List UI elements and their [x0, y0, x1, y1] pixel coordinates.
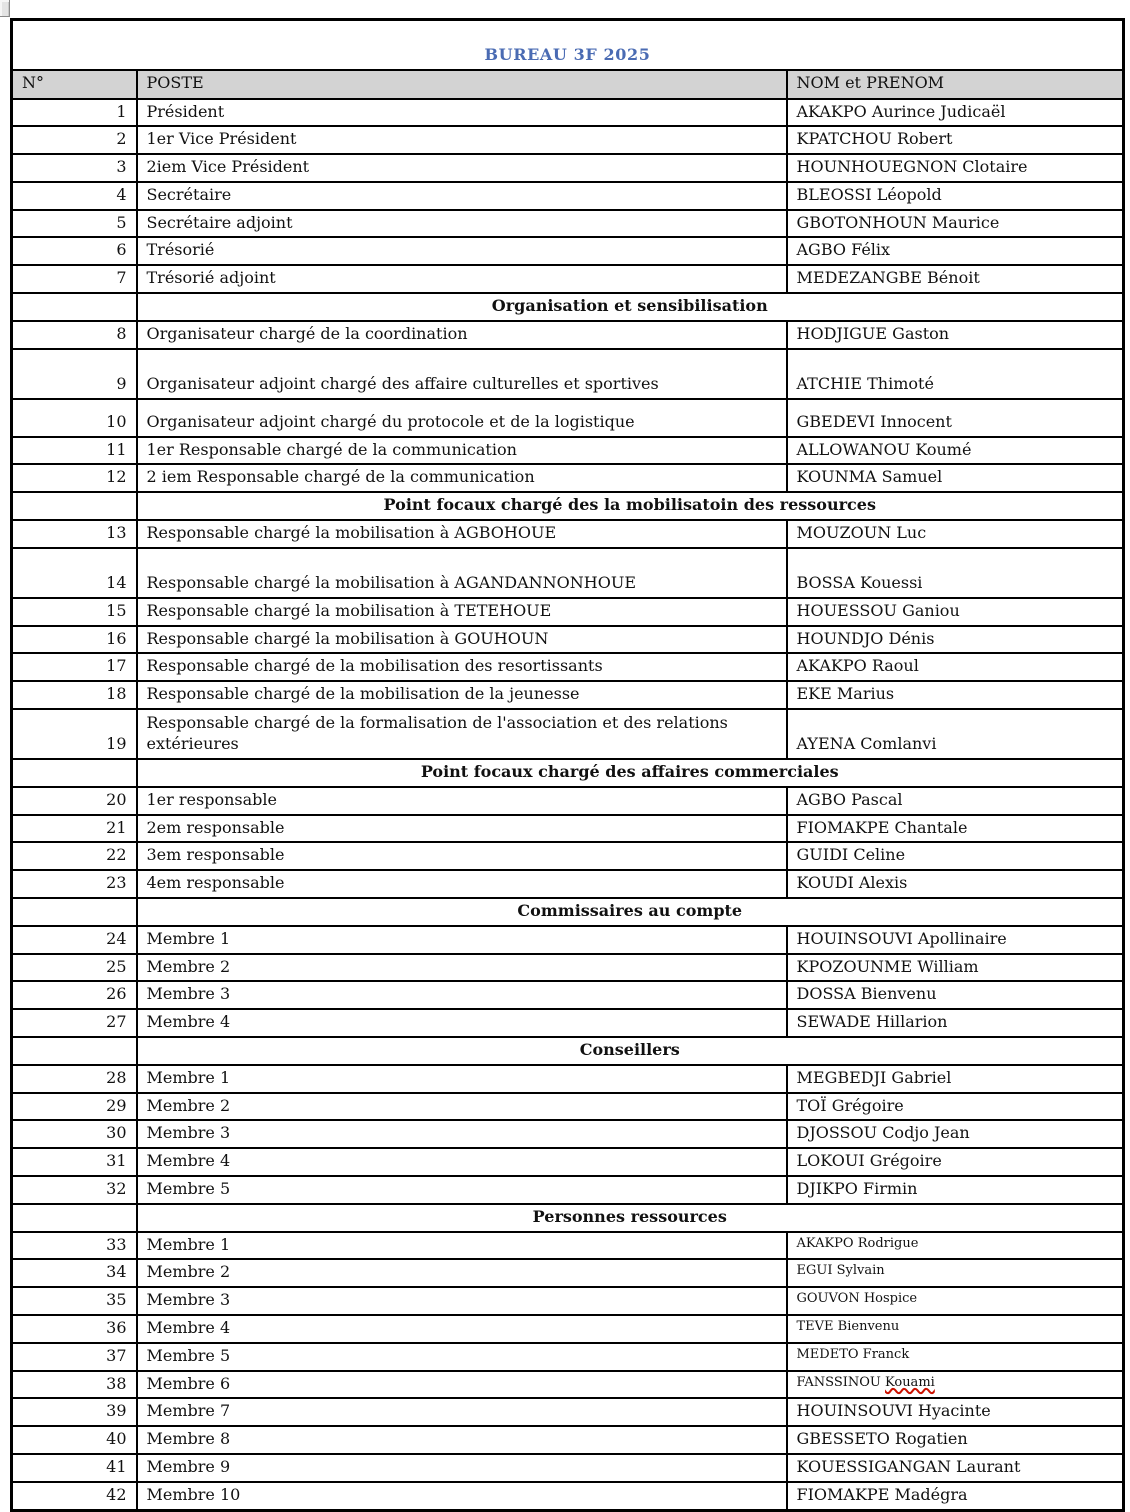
table-row — [12, 815, 1124, 843]
nom-cell: HOUNHOUEGNON Clotaire — [787, 154, 1124, 182]
row-number: 17 — [12, 653, 137, 681]
row-number: 30 — [12, 1120, 137, 1148]
nom-cell: GOUVON Hospice — [787, 1287, 1124, 1315]
poste-cell: Secrétaire adjoint — [137, 210, 787, 238]
row-number: 41 — [12, 1454, 137, 1482]
table-row — [12, 1454, 1124, 1482]
row-number: 32 — [12, 1176, 137, 1204]
nom-cell: BLEOSSI Léopold — [787, 182, 1124, 210]
nom-cell: DJIKPO Firmin — [787, 1176, 1124, 1204]
nom-cell — [787, 1371, 1124, 1399]
row-number: 20 — [12, 787, 137, 815]
poste-cell: Responsable chargé de la mobilisation des resortissants — [137, 653, 787, 681]
row-number: 31 — [12, 1148, 137, 1176]
table-row — [12, 265, 1124, 293]
nom-cell: HOUINSOUVI Hyacinte — [787, 1398, 1124, 1426]
section-header: Conseillers — [137, 1037, 1124, 1065]
table-row — [12, 1287, 1124, 1315]
section-header: Point focaux chargé des la mobilisatoin des ressources — [137, 492, 1124, 520]
table-row — [12, 1093, 1124, 1121]
nom-cell: HOUNDJO Dénis — [787, 626, 1124, 654]
nom-cell: AGBO Pascal — [787, 787, 1124, 815]
nom-cell: GBOTONHOUN Maurice — [787, 210, 1124, 238]
row-number: 27 — [12, 1009, 137, 1037]
poste-cell: Membre 2 — [137, 1093, 787, 1121]
nom-cell: LOKOUI Grégoire — [787, 1148, 1124, 1176]
nom-cell: ATCHIE Thimoté — [787, 349, 1124, 399]
row-number: 40 — [12, 1426, 137, 1454]
poste-cell: Responsable chargé de la mobilisation de la jeunesse — [137, 681, 787, 709]
poste-cell: Membre 1 — [137, 926, 787, 954]
row-number: 6 — [12, 237, 137, 265]
poste-cell: Membre 3 — [137, 1287, 787, 1315]
section-number-cell — [12, 1204, 137, 1232]
section-header: Personnes ressources — [137, 1204, 1124, 1232]
table-row — [12, 437, 1124, 465]
table-row — [12, 321, 1124, 349]
row-number: 42 — [12, 1482, 137, 1510]
poste-cell: Membre 4 — [137, 1009, 787, 1037]
nom-cell: BOSSA Kouessi — [787, 548, 1124, 598]
column-header-poste: POSTE — [137, 70, 787, 99]
poste-cell: Membre 5 — [137, 1343, 787, 1371]
poste-cell: Membre 9 — [137, 1454, 787, 1482]
section-row — [12, 1037, 1124, 1065]
table-row — [12, 870, 1124, 898]
row-number: 37 — [12, 1343, 137, 1371]
table-row — [12, 1120, 1124, 1148]
nom-cell: EKE Marius — [787, 681, 1124, 709]
poste-cell: Membre 10 — [137, 1482, 787, 1510]
table-row — [12, 154, 1124, 182]
nom-cell: TOÏ Grégoire — [787, 1093, 1124, 1121]
table-row — [12, 1426, 1124, 1454]
table-row — [12, 1343, 1124, 1371]
section-header: Organisation et sensibilisation — [137, 293, 1124, 321]
poste-cell: Secrétaire — [137, 182, 787, 210]
row-number: 18 — [12, 681, 137, 709]
section-number-cell — [12, 293, 137, 321]
row-number: 1 — [12, 99, 137, 127]
bureau-table — [10, 18, 1125, 1512]
row-number: 11 — [12, 437, 137, 465]
row-number: 3 — [12, 154, 137, 182]
poste-cell: 2 iem Responsable chargé de la communication — [137, 464, 787, 492]
row-number: 7 — [12, 265, 137, 293]
row-number: 13 — [12, 520, 137, 548]
poste-cell: Membre 3 — [137, 1120, 787, 1148]
table-row — [12, 349, 1124, 399]
poste-cell: Membre 6 — [137, 1371, 787, 1399]
table-row — [12, 787, 1124, 815]
row-number: 9 — [12, 349, 137, 399]
row-number: 33 — [12, 1232, 137, 1260]
table-row — [12, 709, 1124, 759]
poste-cell: 1er Vice Président — [137, 126, 787, 154]
row-number: 12 — [12, 464, 137, 492]
table-row — [12, 126, 1124, 154]
row-number: 23 — [12, 870, 137, 898]
nom-cell: HOUINSOUVI Apollinaire — [787, 926, 1124, 954]
section-row — [12, 759, 1124, 787]
nom-cell: TEVE Bienvenu — [787, 1315, 1124, 1343]
table-row — [12, 681, 1124, 709]
poste-cell: Membre 1 — [137, 1065, 787, 1093]
page-title: BUREAU 3F 2025 — [12, 20, 1124, 70]
poste-cell: Organisateur adjoint chargé des affaire culturelles et sportives — [137, 349, 787, 399]
table-row — [12, 954, 1124, 982]
poste-cell: Responsable chargé la mobilisation à AGANDANNONHOUE — [137, 548, 787, 598]
row-number: 22 — [12, 842, 137, 870]
table-body — [12, 20, 1124, 1511]
column-header-num: N° — [12, 70, 137, 99]
poste-cell: Membre 4 — [137, 1148, 787, 1176]
row-number: 24 — [12, 926, 137, 954]
poste-cell: Membre 2 — [137, 1259, 787, 1287]
nom-cell: FIOMAKPE Chantale — [787, 815, 1124, 843]
table-row — [12, 1009, 1124, 1037]
table-row — [12, 626, 1124, 654]
nom-cell: AYENA Comlanvi — [787, 709, 1124, 759]
table-row — [12, 926, 1124, 954]
poste-cell: Responsable chargé la mobilisation à AGBOHOUE — [137, 520, 787, 548]
poste-cell: 2em responsable — [137, 815, 787, 843]
row-number: 8 — [12, 321, 137, 349]
nom-cell: MEDETO Franck — [787, 1343, 1124, 1371]
table-row — [12, 520, 1124, 548]
nom-cell: KPOZOUNME William — [787, 954, 1124, 982]
poste-cell: Responsable chargé la mobilisation à GOUHOUN — [137, 626, 787, 654]
table-row — [12, 1371, 1124, 1399]
table-row — [12, 182, 1124, 210]
nom-cell: HOUESSOU Ganiou — [787, 598, 1124, 626]
poste-cell: Trésorié — [137, 237, 787, 265]
nom-cell: MEGBEDJI Gabriel — [787, 1065, 1124, 1093]
section-number-cell — [12, 759, 137, 787]
nom-cell: ALLOWANOU Koumé — [787, 437, 1124, 465]
poste-cell: Organisateur chargé de la coordination — [137, 321, 787, 349]
nom-cell: EGUI Sylvain — [787, 1259, 1124, 1287]
table-row — [12, 464, 1124, 492]
row-number: 25 — [12, 954, 137, 982]
nom-text: FANSSINOU — [796, 1374, 885, 1390]
nom-cell: GBESSETO Rogatien — [787, 1426, 1124, 1454]
table-row — [12, 1482, 1124, 1510]
nom-cell: FIOMAKPE Madégra — [787, 1482, 1124, 1510]
row-number: 4 — [12, 182, 137, 210]
table-row — [12, 1232, 1124, 1260]
poste-cell: Responsable chargé la mobilisation à TETEHOUE — [137, 598, 787, 626]
poste-cell: Membre 3 — [137, 981, 787, 1009]
poste-cell: Membre 7 — [137, 1398, 787, 1426]
table-row — [12, 653, 1124, 681]
header-row — [12, 70, 1124, 99]
table-row — [12, 399, 1124, 437]
nom-cell: SEWADE Hillarion — [787, 1009, 1124, 1037]
row-number: 34 — [12, 1259, 137, 1287]
row-number: 35 — [12, 1287, 137, 1315]
table-row — [12, 1176, 1124, 1204]
section-row — [12, 1204, 1124, 1232]
nom-cell: HODJIGUE Gaston — [787, 321, 1124, 349]
poste-cell: Responsable chargé de la formalisation de l'association et des relations extérieures — [137, 709, 787, 759]
poste-cell: Membre 5 — [137, 1176, 787, 1204]
poste-cell: Membre 1 — [137, 1232, 787, 1260]
row-number: 19 — [12, 709, 137, 759]
table-row — [12, 210, 1124, 238]
nom-cell: AKAKPO Aurince Judicaël — [787, 99, 1124, 127]
table-row — [12, 1065, 1124, 1093]
row-number: 15 — [12, 598, 137, 626]
poste-cell: 1er Responsable chargé de la communication — [137, 437, 787, 465]
section-row — [12, 293, 1124, 321]
row-number: 21 — [12, 815, 137, 843]
poste-cell: Président — [137, 99, 787, 127]
nom-cell: MEDEZANGBE Bénoit — [787, 265, 1124, 293]
row-number: 14 — [12, 548, 137, 598]
table-row — [12, 1259, 1124, 1287]
row-number: 36 — [12, 1315, 137, 1343]
row-number: 10 — [12, 399, 137, 437]
row-number: 26 — [12, 981, 137, 1009]
nom-cell: KOUESSIGANGAN Laurant — [787, 1454, 1124, 1482]
poste-cell: Membre 4 — [137, 1315, 787, 1343]
nom-cell: GUIDI Celine — [787, 842, 1124, 870]
table-row — [12, 237, 1124, 265]
poste-cell: Trésorié adjoint — [137, 265, 787, 293]
row-number: 16 — [12, 626, 137, 654]
nom-cell: KOUDI Alexis — [787, 870, 1124, 898]
row-number: 39 — [12, 1398, 137, 1426]
poste-cell: Organisateur adjoint chargé du protocole et de la logistique — [137, 399, 787, 437]
nom-cell: DJOSSOU Codjo Jean — [787, 1120, 1124, 1148]
nom-cell: KPATCHOU Robert — [787, 126, 1124, 154]
table-row — [12, 842, 1124, 870]
section-number-cell — [12, 898, 137, 926]
section-row — [12, 492, 1124, 520]
poste-cell: 1er responsable — [137, 787, 787, 815]
table-row — [12, 1398, 1124, 1426]
poste-cell: Membre 8 — [137, 1426, 787, 1454]
title-row — [12, 20, 1124, 70]
nom-cell: DOSSA Bienvenu — [787, 981, 1124, 1009]
nom-cell: GBEDEVI Innocent — [787, 399, 1124, 437]
poste-cell: 3em responsable — [137, 842, 787, 870]
section-number-cell — [12, 492, 137, 520]
nom-cell: MOUZOUN Luc — [787, 520, 1124, 548]
row-number: 2 — [12, 126, 137, 154]
section-number-cell — [12, 1037, 137, 1065]
row-number: 29 — [12, 1093, 137, 1121]
table-row — [12, 1315, 1124, 1343]
table-row — [12, 981, 1124, 1009]
section-header: Commissaires au compte — [137, 898, 1124, 926]
nom-cell: AKAKPO Raoul — [787, 653, 1124, 681]
table-row — [12, 1148, 1124, 1176]
nom-cell: KOUNMA Samuel — [787, 464, 1124, 492]
table-row — [12, 99, 1124, 127]
column-header-nom: NOM et PRENOM — [787, 70, 1124, 99]
nom-cell: AKAKPO Rodrigue — [787, 1232, 1124, 1260]
table-row — [12, 548, 1124, 598]
nom-cell: AGBO Félix — [787, 237, 1124, 265]
object-anchor-icon — [0, 0, 10, 17]
poste-cell: Membre 2 — [137, 954, 787, 982]
poste-cell: 4em responsable — [137, 870, 787, 898]
misspelled-word: Kouami — [885, 1374, 935, 1390]
section-row — [12, 898, 1124, 926]
section-header: Point focaux chargé des affaires commerciales — [137, 759, 1124, 787]
table-row — [12, 598, 1124, 626]
row-number: 5 — [12, 210, 137, 238]
row-number: 38 — [12, 1371, 137, 1399]
poste-cell: 2iem Vice Président — [137, 154, 787, 182]
row-number: 28 — [12, 1065, 137, 1093]
